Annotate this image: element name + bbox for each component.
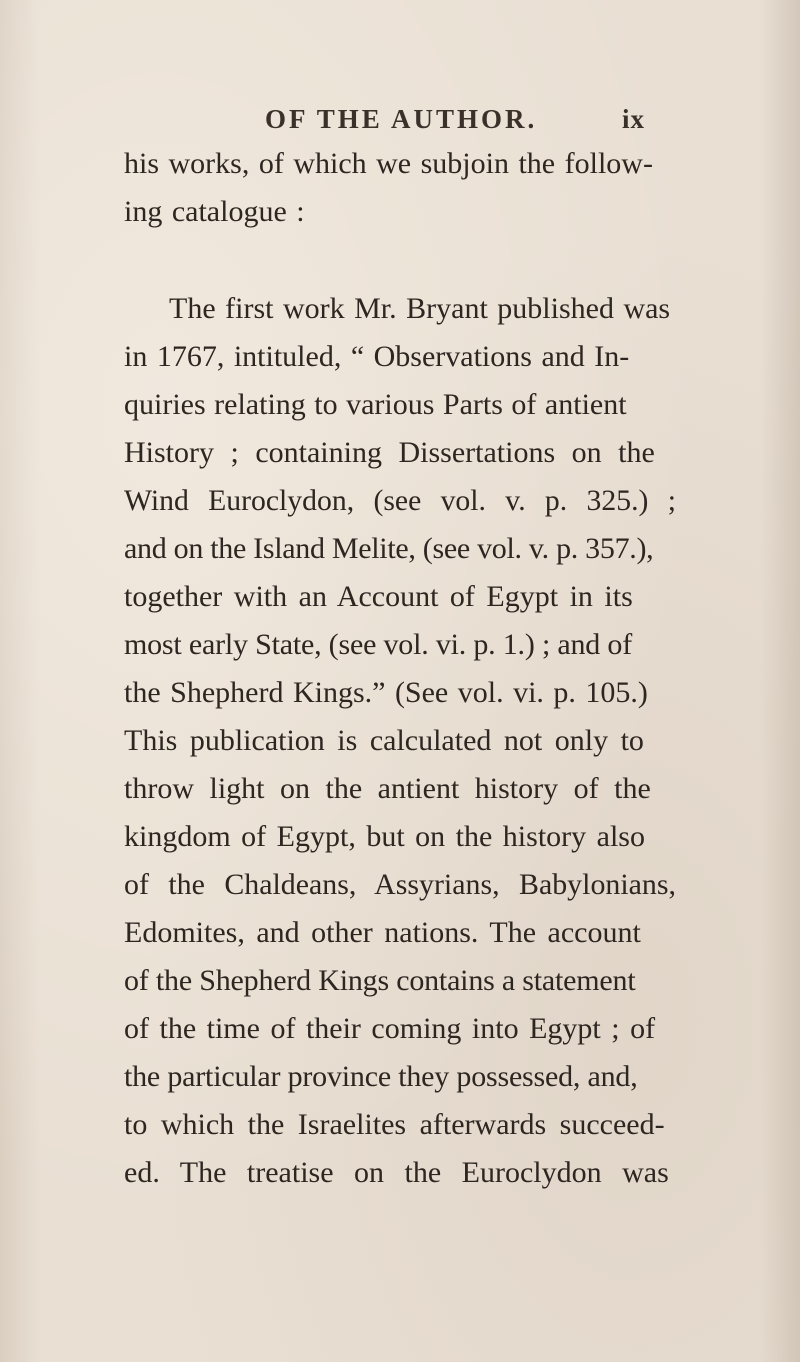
- running-head: [241, 104, 645, 144]
- text-line-9: together with an Account of Egypt in its: [124, 580, 633, 613]
- text-line-20: to which the Israelites afterwards succeed-: [124, 1108, 665, 1141]
- text-line-10: most early State, (see vol. vi. p. 1.) ; and of: [124, 628, 632, 661]
- text-line-21: ed. The treatise on the Euroclydon was: [124, 1156, 669, 1189]
- text-line-3: The first work Mr. Bryant published was: [169, 292, 671, 325]
- text-line-14: kingdom of Egypt, but on the history also: [124, 820, 645, 853]
- text-line-18: of the time of their coming into Egypt ; of: [124, 1012, 656, 1045]
- text-line-16: Edomites, and other nations. The account: [124, 916, 641, 949]
- text-line-2: ing catalogue :: [124, 195, 305, 228]
- text-line-4: in 1767, intituled, “ Observations and In-: [124, 340, 630, 373]
- text-line-7: Wind Euroclydon, (see vol. v. p. 325.) ;: [124, 484, 676, 517]
- running-title: OF THE AUTHOR.: [265, 104, 538, 134]
- page-number: ix: [621, 104, 645, 134]
- text-line-8: and on the Island Melite, (see vol. v. p. 357.),: [124, 532, 654, 565]
- text-line-12: This publication is calculated not only to: [124, 724, 644, 757]
- text-line-11: the Shepherd Kings.” (See vol. vi. p. 105.): [124, 676, 648, 709]
- text-line-6: History ; containing Dissertations on the: [124, 436, 655, 469]
- text-line-19: the particular province they possessed, and,: [124, 1060, 638, 1093]
- text-line-15: of the Chaldeans, Assyrians, Babylonians,: [124, 868, 677, 901]
- text-line-17: of the Shepherd Kings contains a statement: [124, 964, 636, 997]
- text-line-5: quiries relating to various Parts of antient: [124, 388, 627, 421]
- text-line-1: his works, of which we subjoin the follow-: [124, 147, 653, 180]
- text-line-13: throw light on the antient history of the: [124, 772, 651, 805]
